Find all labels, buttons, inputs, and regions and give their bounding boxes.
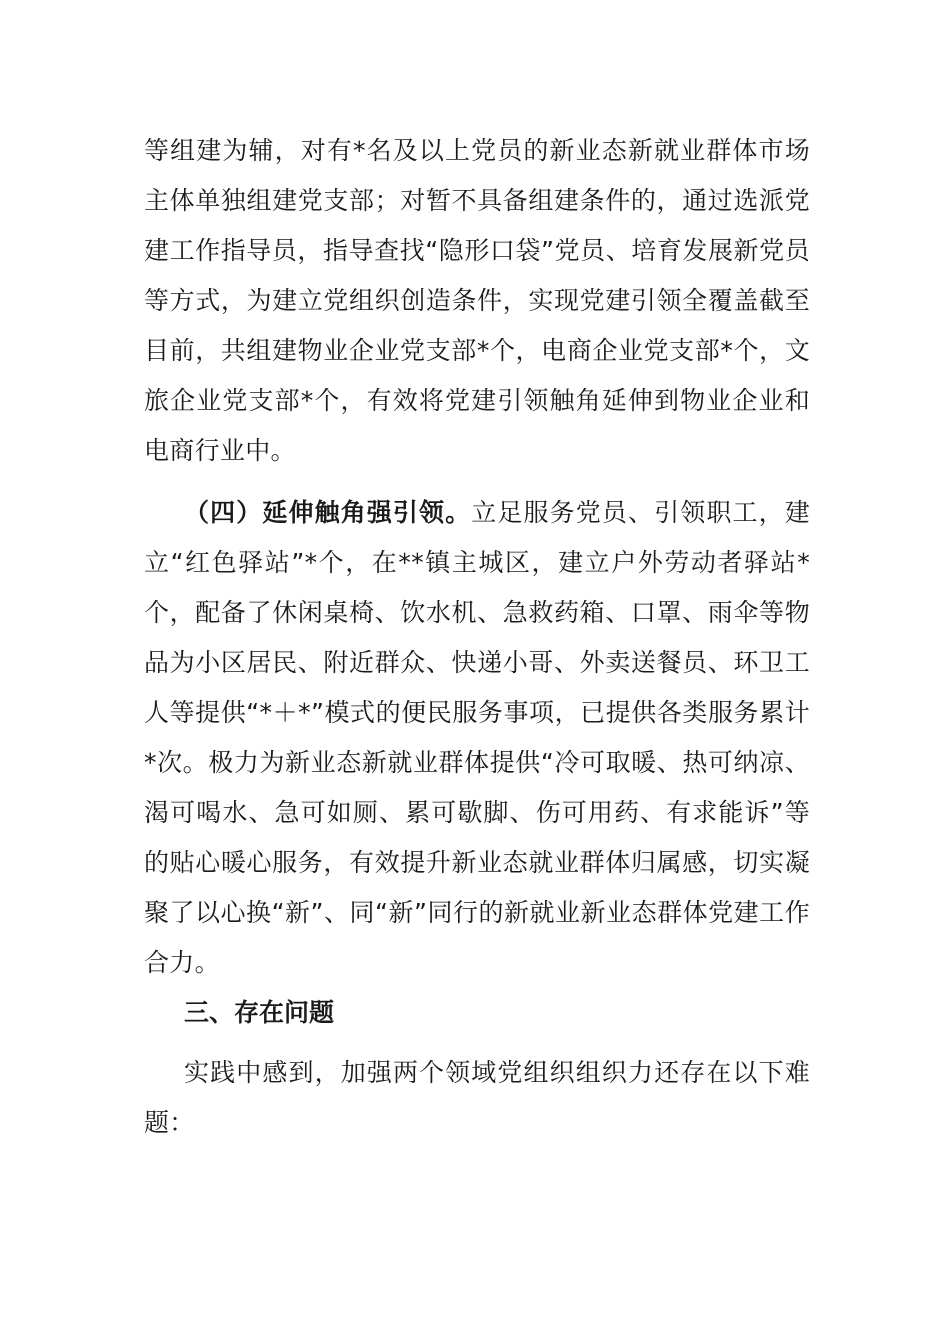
- paragraph-problems-intro: 实践中感到，加强两个领域党组织组织力还存在以下难题：: [144, 1058, 810, 1137]
- paragraph-extend-reach: [144, 488, 810, 988]
- paragraph-organization-coverage: 等组建为辅，对有*名及以上党员的新业态新就业群体市场主体单独组建党支部；对暂不具备组建条件的，通过选派党建工作指导员，指导查找“隐形口袋”党员、培育发展新党员等方式，为建立党组织创造条件，实现党建引领全覆盖截至目前，共组建物业企业党支部*个，电商企业党支部*个，文旅企业党支部*个，有效将党建引领触角延伸到物业企业和电商行业中。: [144, 136, 810, 465]
- document-body: [144, 126, 810, 1148]
- paragraph-extend-reach-body: 立足服务党员、引领职工，建立“红色驿站”*个，在**镇主城区，建立户外劳动者驿站*个，配备了休闲桌椅、饮水机、急救药箱、口罩、雨伞等物品为小区居民、附近群众、快递小哥、外卖送餐员、环卫工人等提供“*＋*”模式的便民服务事项，已提供各类服务累计*次。极力为新业态新就业群体提供“冷可取暖、热可纳凉、渴可喝水、急可如厕、累可歇脚、伤可用药、有求能诉”等的贴心暖心服务，有效提升新业态就业群体归属感，切实凝聚了以心换“新”、同“新”同行的新就业新业态群体党建工作合力。: [144, 498, 810, 977]
- section-heading-problems: 三、存在问题: [184, 998, 335, 1027]
- subsection-title: （四）延伸触角强引领。: [184, 498, 472, 527]
